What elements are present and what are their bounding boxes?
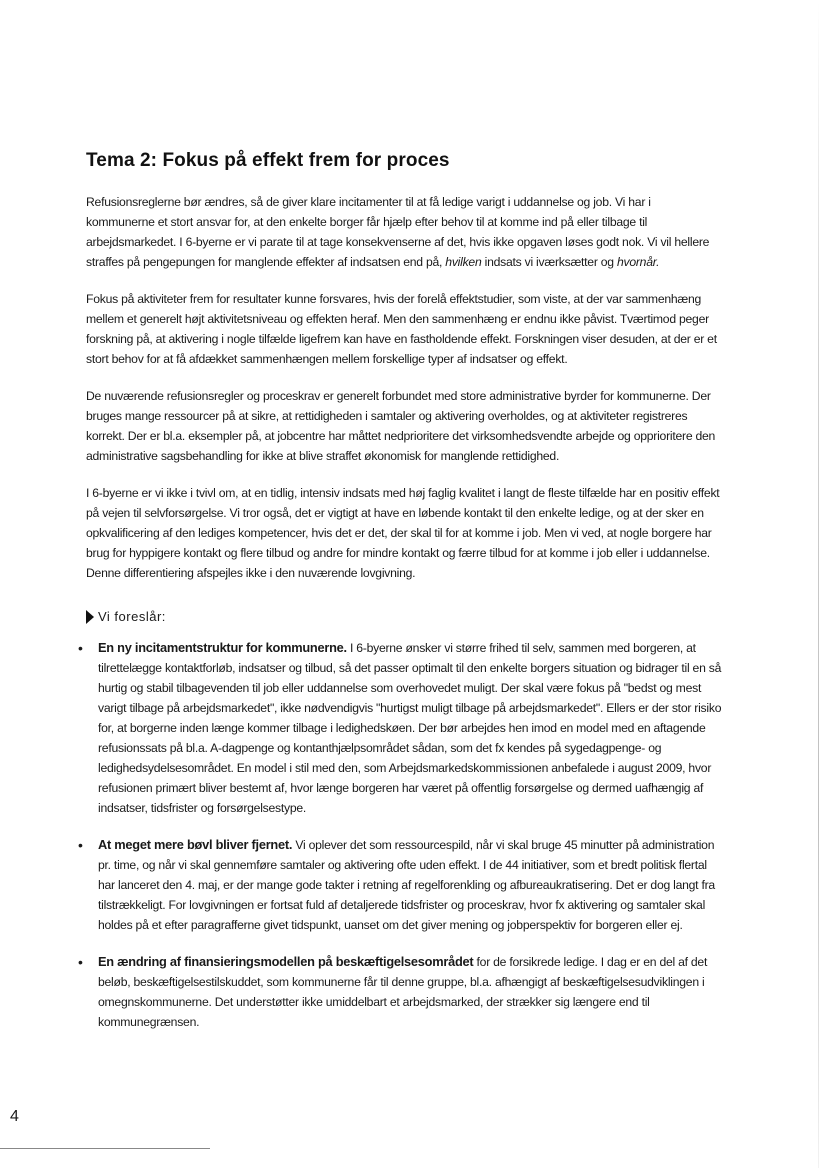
proposal-item	[78, 952, 722, 1032]
bullet-icon: •	[78, 640, 83, 656]
italic-text: hvilken	[445, 255, 482, 269]
italic-text: hvornår.	[616, 255, 660, 269]
proposal-lead: At meget mere bøvl bliver fjernet.	[98, 837, 293, 852]
proposals-heading	[86, 609, 722, 624]
body-paragraph: Refusionsreglerne bør ændres, så de giver klare incitamenter til at få ledige varigt i uddannelse og job. Vi har i kommunerne et stort ansvar for, at den enkelte borger får hjælp efter behov til at komme ind på eller tilbage til arbejdsmarkedet. I 6-byerne er vi parate til at tage konsekvenserne af det, hvis ikke opgaven løses godt nok. Vi vil hellere straffes på pengepungen for manglende effekter af indsatsen end på, hvilken indsats vi iværksætter og hvornår.	[86, 195, 710, 269]
proposal-text: I 6-byerne ønsker vi større frihed til selv, sammen med borgeren, at tilrettelægge kontaktforløb, indsatser og tilbud, så det passer optimalt til den enkelte borgers situation og bidrager til en så hurtig og stabil tilbagevenden til job eller uddannelse som overhovedet muligt. Der skal være fokus på "bedst og mest varigt tilbage på arbejdsmarkedet", ikke nødvendigvis "hurtigst muligt tilbage på arbejdsmarkedet". Ellers er der stor risiko for, at borgerne inden længe kommer tilbage i ledighedskøen. Der bør arbejdes hen imod en model med en aftagende refusionssats på bl.a. A-dagpenge og kontanthjælpsområdet sådan, som det fx kendes på sygedagpenge- og ledighedsydelsesområdet. En model i stil med den, som Arbejdsmarkedskommissionen anbefalede i august 2009, hvor refusionen primært bliver bestemt af, hvor længe borgeren har været på offentlig forsørgelse og dermed uafhængig af indsatser, tidsfrister og forsørgelsestype.	[98, 641, 722, 815]
scan-edge	[818, 0, 819, 1168]
proposals-list	[78, 638, 722, 1032]
bullet-icon: •	[78, 954, 83, 970]
page-title: Tema 2: Fokus på effekt frem for proces	[86, 150, 450, 171]
body-paragraph: Fokus på aktiviteter frem for resultater kunne forsvares, hvis der forelå effektstudier, som viste, at der var sammenhæng mellem et generelt højt aktivitetsniveau og effekten heraf. Men den sammenhæng er endnu ikke påvist. Tværtimod peger forskning på, at aktivering i nogle tilfælde ligefrem kan have en fastholdende effekt. Forskningen viser desuden, at der er et stort behov for at få afdækket sammenhængen mellem forskellige typer af indsatser og effekt.	[86, 292, 717, 366]
proposals-heading-text: Vi foreslår:	[98, 609, 166, 624]
body-paragraph: I 6-byerne er vi ikke i tvivl om, at en tidlig, intensiv indsats med høj faglig kvalitet i langt de fleste tilfælde har en positiv effekt på vejen til selvforsørgelse. Vi tror også, det er vigtigt at have en løbende kontakt til den enkelte ledige, og at der sker en opkvalificering af den lediges kompetencer, hvis det er det, der skal til for at komme i job. Men vi ved, at nogle borgere har brug for hyppigere kontakt og flere tilbud og andre for mindre kontakt og færre tilbud for at komme i job eller i uddannelse. Denne differentiering afspejles ikke i den nuværende lovgivning.	[86, 486, 720, 580]
proposal-text: for de forsikrede ledige. I dag er en del af det beløb, beskæftigelsestilskuddet, som kommunerne får til denne gruppe, bl.a. afhængigt af beskæftigelsesudviklingen i omegnskommunerne. Det understøtter ikke umiddelbart et arbejdsmarked, der strækker sig længere end til kommunegrænsen.	[98, 955, 708, 1029]
proposal-lead: En ændring af finansieringsmodellen på beskæftigelsesområdet	[98, 954, 474, 969]
bullet-icon: •	[78, 837, 83, 853]
proposal-text: Vi oplever det som ressourcespild, når vi skal bruge 45 minutter på administration pr. time, og når vi skal gennemføre samtaler og aktivering ofte uden effekt. I de 44 initiativer, som et bredt politisk flertal har lanceret den 4. maj, er der mange gode takter i retning af regelforenkling og afbureaukratisering. Det er dog langt fra tilstrækkeligt. For lovgivningen er fortsat fuld af detaljerede tidsfrister og proceskrav, hvor fx aktivering og samtaler skal holdes på et efter paragrafferne givet tidspunkt, uanset om det giver mening og jobperspektiv for borgeren eller ej.	[98, 838, 715, 932]
proposal-item	[78, 638, 722, 818]
proposal-lead: En ny incitamentstruktur for kommunerne.	[98, 640, 347, 655]
page-number: 4	[10, 1108, 19, 1125]
body-paragraphs	[86, 192, 722, 583]
footer-rule	[0, 1148, 210, 1149]
body-paragraph: De nuværende refusionsregler og proceskrav er generelt forbundet med store administrative byrder for kommunerne. Der bruges mange ressourcer på at sikre, at rettidigheden i samtaler og aktivering overholdes, og at aktiviteter registreres korrekt. Der er bl.a. eksempler på, at jobcentre har måttet nedprioritere det virksomhedsvendte arbejde og opprioritere den administrative sagsbehandling for ikke at blive straffet økonomisk for manglende rettidighed.	[86, 389, 716, 463]
proposal-item	[78, 835, 722, 935]
arrow-right-icon	[86, 610, 94, 624]
document-page	[78, 150, 722, 1049]
